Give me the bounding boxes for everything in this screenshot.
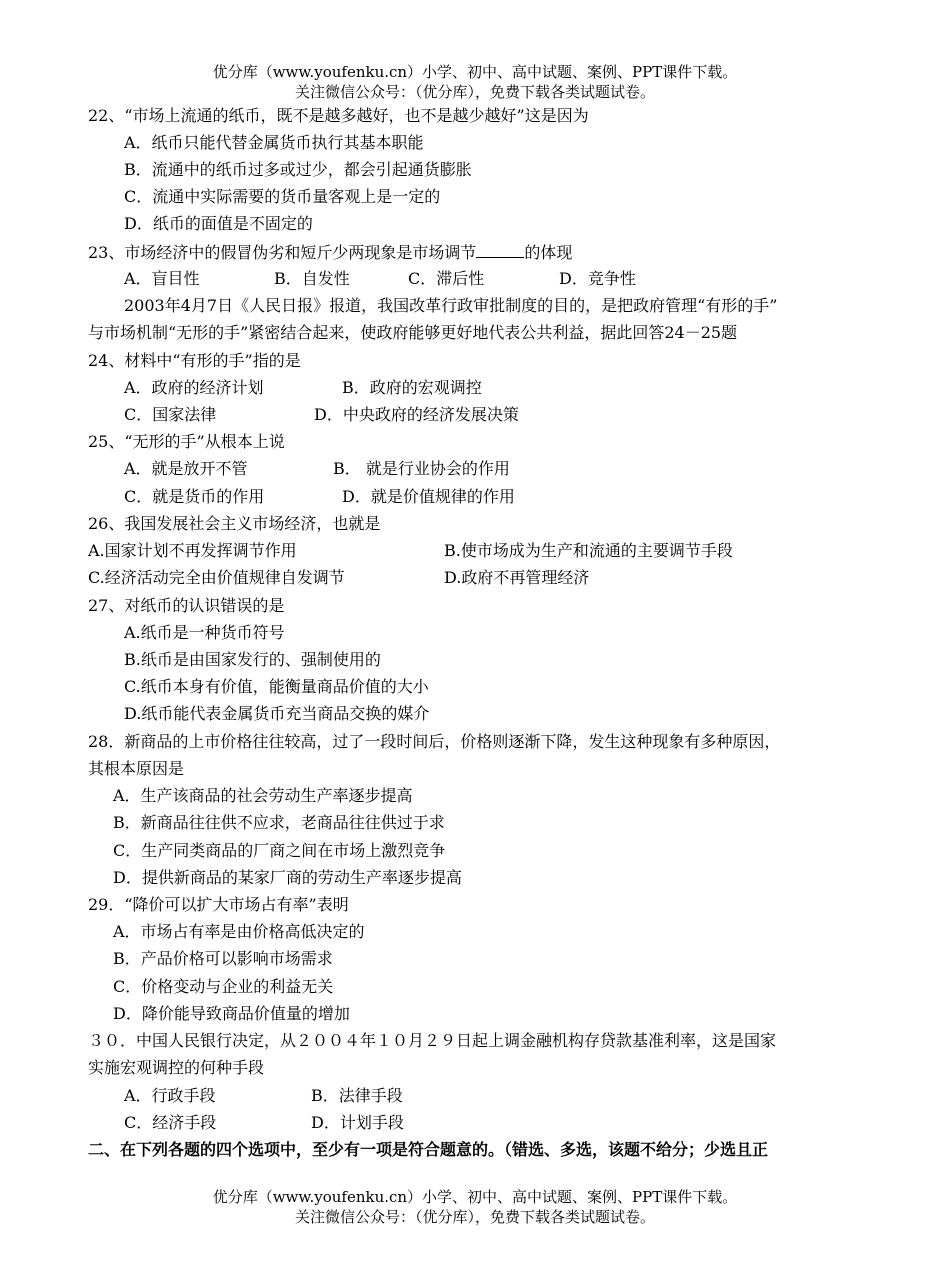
q22-option-a: A．纸币只能代替金属货币执行其基本职能 [124,133,424,152]
q24-stem: 24、材料中“有形的手”指的是 [88,351,301,370]
footer-line-2: 关注微信公众号：（优分库），免费下载各类试题试卷。 [294,1208,655,1226]
header-line-1: 优分库（www.youfenku.cn）小学、初中、高中试题、案例、PPT课件下载。 [212,63,738,81]
q22-stem: 22、“市场上流通的纸币，既不是越多越好，也不是越少越好”这是因为 [88,106,589,125]
q23-answer-blank [476,241,524,258]
section-2-title: 二、在下列各题的四个选项中，至少有一项是符合题意的。（错选、多选，该题不给分；少选且正 [88,1140,769,1159]
q24-option-c: C．国家法律 [124,405,217,424]
q23-stem-after: 的体现 [524,243,573,262]
q28-option-d: D．提供新商品的某家厂商的劳动生产率逐步提高 [113,868,462,887]
q27-option-d: D.纸币能代表金属货币充当商品交换的媒介 [124,704,430,723]
q28-stem-line-2: 其根本原因是 [88,759,185,778]
q30-option-b: B．法律手段 [311,1086,403,1105]
q27-option-a: A.纸币是一种货币符号 [124,623,285,642]
footer-line-1: 优分库（www.youfenku.cn）小学、初中、高中试题、案例、PPT课件下载。 [212,1188,738,1206]
q30-option-d: D．计划手段 [311,1113,404,1132]
q27-option-b: B.纸币是由国家发行的、强制使用的 [124,650,381,669]
q26-option-b: B.使市场成为生产和流通的主要调节手段 [444,541,733,560]
material-line-1: 2003年4月7日《人民日报》报道，我国改革行政审批制度的目的，是把政府管理“有形的手” [124,296,778,315]
q22-option-b: B．流通中的纸币过多或过少，都会引起通货膨胀 [124,160,472,179]
header-line-2: 关注微信公众号：（优分库），免费下载各类试题试卷。 [294,83,655,101]
q27-stem: 27、对纸币的认识错误的是 [88,596,285,615]
q29-stem: 29．“降价可以扩大市场占有率”表明 [88,895,349,914]
q24-option-b: B．政府的宏观调控 [342,378,482,397]
q28-option-a: A．生产该商品的社会劳动生产率逐步提高 [113,786,413,805]
q25-option-a: A．就是放开不管 [124,459,248,478]
q22-option-c: C．流通中实际需要的货币量客观上是一定的 [124,187,441,206]
q30-stem-line-1: ３０．中国人民银行决定，从２００４年１０月２９日起上调金融机构存贷款基准利率，这是国家 [88,1031,777,1050]
q23-stem [88,241,572,264]
q29-option-c: C．价格变动与企业的利益无关 [113,977,334,996]
q26-option-c: C.经济活动完全由价值规律自发调节 [88,568,345,587]
q23-stem-before: 23、市场经济中的假冒伪劣和短斤少两现象是市场调节 [88,243,477,262]
q23-option-c: C．滞后性 [408,269,485,288]
material-line-2: 与市场机制“无形的手”紧密结合起来，使政府能够更好地代表公共利益，据此回答24－25题 [88,323,738,342]
q28-option-b: B．新商品往往供不应求，老商品往往供过于求 [113,813,445,832]
q23-option-d: D．竞争性 [559,269,636,288]
q25-stem: 25、“无形的手”从根本上说 [88,432,285,451]
q28-option-c: C．生产同类商品的厂商之间在市场上激烈竞争 [113,841,446,860]
q29-option-d: D．降价能导致商品价值量的增加 [113,1004,350,1023]
q30-option-a: A．行政手段 [124,1086,216,1105]
q26-option-a: A.国家计划不再发挥调节作用 [88,541,297,560]
q29-option-a: A．市场占有率是由价格高低决定的 [113,922,365,941]
q26-stem: 26、我国发展社会主义市场经济，也就是 [88,514,381,533]
q29-option-b: B．产品价格可以影响市场需求 [113,949,333,968]
q24-option-d: D．中央政府的经济发展决策 [314,405,519,424]
q25-option-b: B． 就是行业协会的作用 [333,459,510,478]
q22-option-d: D．纸币的面值是不固定的 [124,214,313,233]
q30-option-c: C．经济手段 [124,1113,217,1132]
q27-option-c: C.纸币本身有价值，能衡量商品价值的大小 [124,677,429,696]
q24-option-a: A．政府的经济计划 [124,378,264,397]
q23-option-b: B．自发性 [274,269,350,288]
q23-option-a: A．盲目性 [124,269,200,288]
q25-option-c: C．就是货币的作用 [124,487,265,506]
q26-option-d: D.政府不再管理经济 [444,568,590,587]
q30-stem-line-2: 实施宏观调控的何种手段 [88,1058,265,1077]
q28-stem-line-1: 28．新商品的上市价格往往较高，过了一段时间后，价格则逐渐下降，发生这种现象有多种原因， [88,732,781,751]
q25-option-d: D．就是价值规律的作用 [342,487,515,506]
